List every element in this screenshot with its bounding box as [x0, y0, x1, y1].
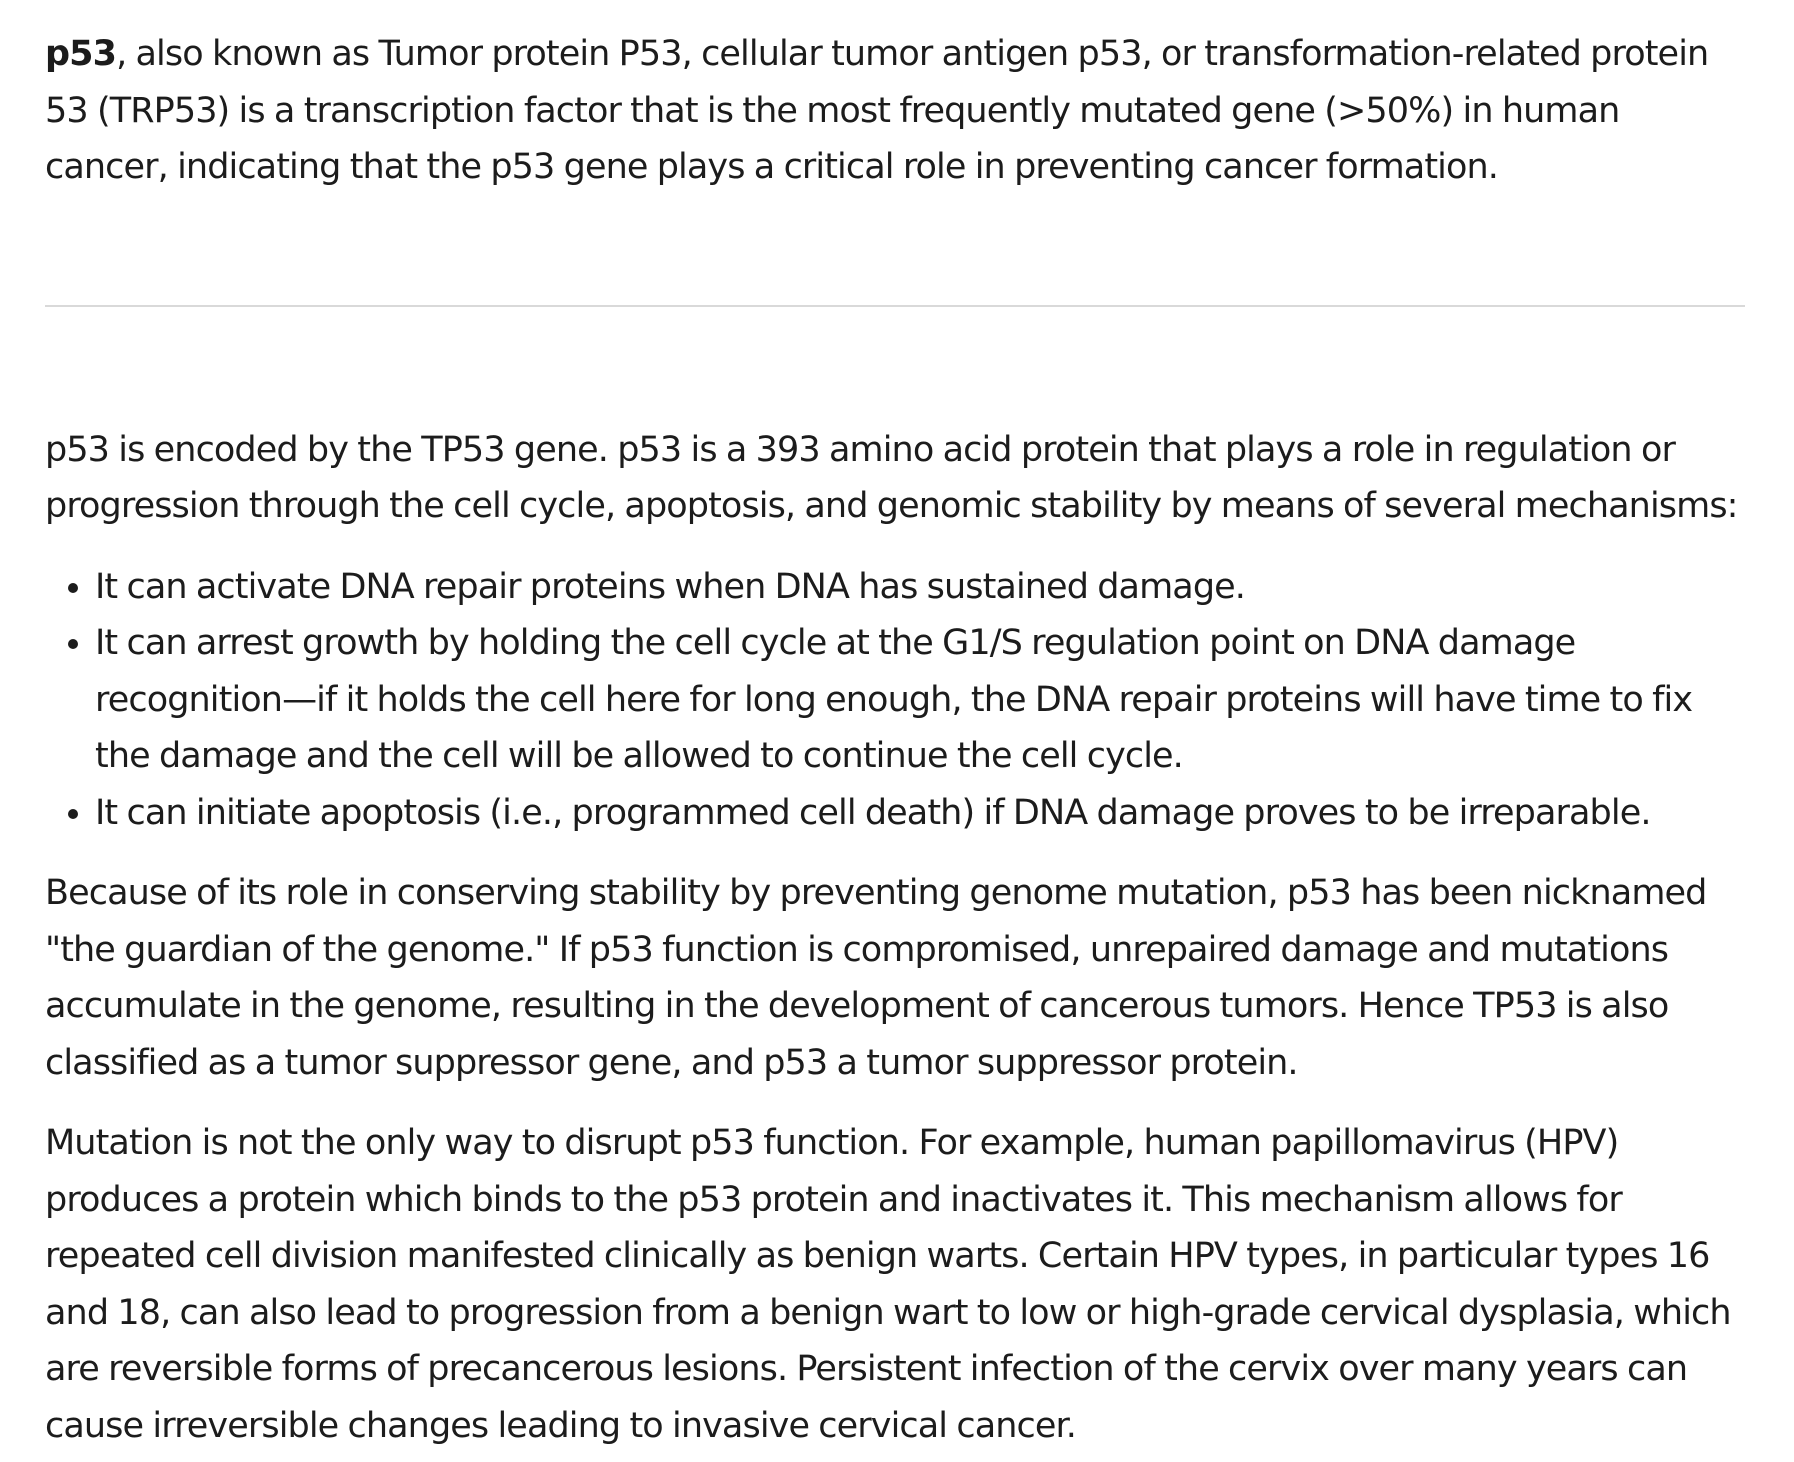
intro-paragraph — [45, 26, 1745, 196]
body-paragraph-2: Because of its role in conserving stability by preventing genome mutation, p53 has been nicknamed "the guardian of the genome." If p53 function is compromised, unrepaired damage and mutations accumulate in the genome, resulting in the development of cancerous tumors. Hence TP53 is also classified as a tumor suppressor gene, and p53 a tumor suppressor protein. — [45, 873, 1707, 1083]
section-divider — [45, 305, 1745, 307]
list-item: • It can activate DNA repair proteins when DNA has sustained damage. — [95, 559, 1745, 616]
list-item: • It can initiate apoptosis (i.e., programmed cell death) if DNA damage proves to be irreparable. — [95, 785, 1745, 842]
body-paragraph-1: p53 is encoded by the TP53 gene. p53 is a 393 amino acid protein that plays a role in regulation or progression through the cell cycle, apoptosis, and genomic stability by means of several mechanisms: — [45, 429, 1738, 526]
mechanisms-list — [45, 559, 1745, 842]
article-content — [45, 26, 1745, 1454]
body-paragraph-3: Mutation is not the only way to disrupt p53 function. For example, human papillomavirus (HPV) produces a protein which binds to the p53 protein and inactivates it. This mechanism allows for repeated cell division manifested clinically as benign warts. Certain HPV types, in particular types 16 and 18, can also lead to progression from a benign wart to low or high-grade cervical dysplasia, which are reversible forms of precancerous lesions. Persistent infection of the cervix over many years can cause irreversible changes leading to invasive cervical cancer. — [45, 1123, 1731, 1446]
intro-term: p53 — [45, 34, 117, 74]
intro-text: , also known as Tumor protein P53, cellular tumor antigen p53, or transformation-related protein 53 (TRP53) is a transcription factor that is the most frequently mutated gene (>50%) in human cancer, indicating that the p53 gene plays a critical role in preventing cancer formation. — [45, 34, 1709, 187]
list-item: • It can arrest growth by holding the cell cycle at the G1/S regulation point on DNA damage recognition—if it holds the cell here for long enough, the DNA repair proteins will have time to fix the damage and the cell will be allowed to continue the cell cycle. — [95, 615, 1745, 785]
